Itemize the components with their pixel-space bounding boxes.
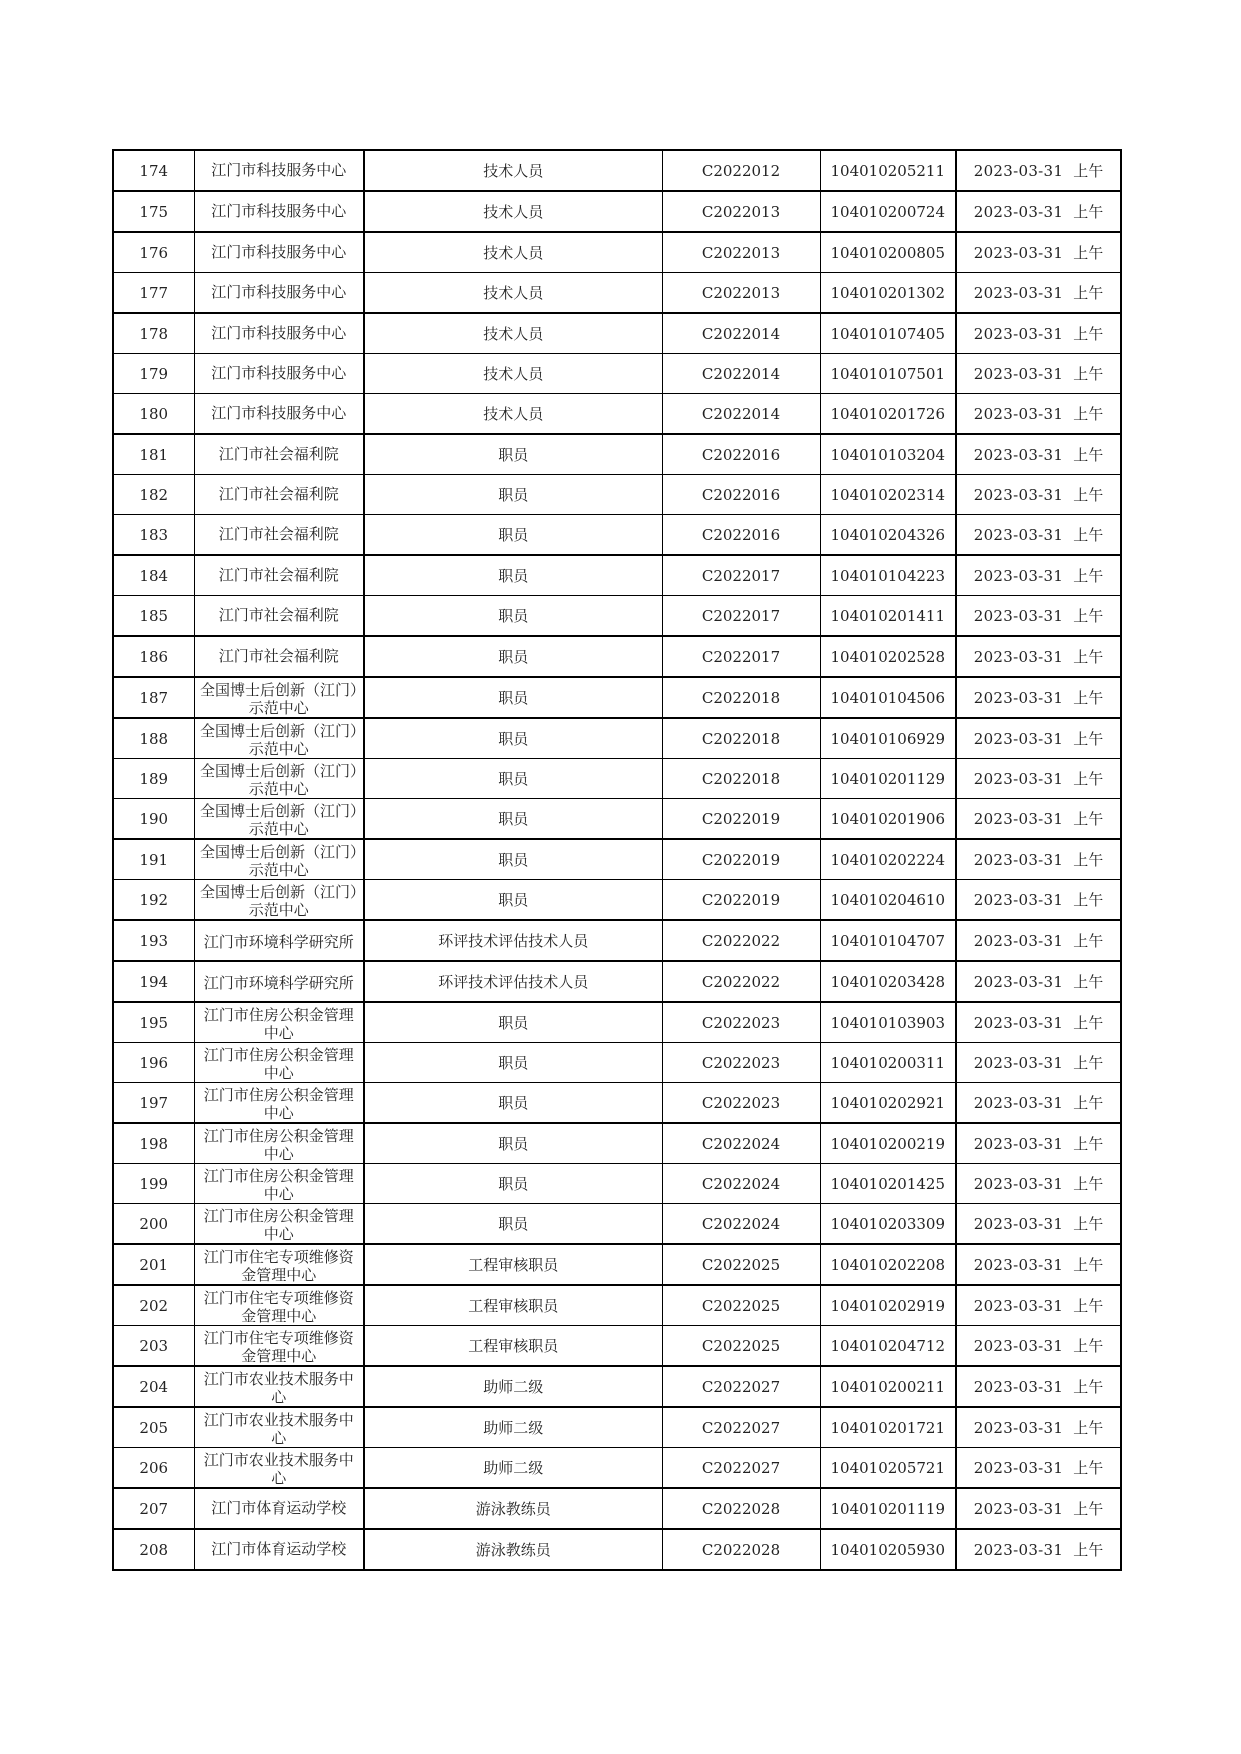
cell-post-code: C2022017 [662, 636, 820, 677]
cell-post: 技术人员 [364, 354, 662, 394]
cell-interview-time: 2023-03-31 上午 [956, 1448, 1121, 1489]
cell-post-code: C2022028 [662, 1529, 820, 1570]
cell-ticket-number: 104010200219 [820, 1123, 956, 1164]
cell-post-code: C2022013 [662, 232, 820, 273]
cell-post: 助师二级 [364, 1407, 662, 1448]
cell-interview-time: 2023-03-31 上午 [956, 799, 1121, 840]
cell-post-code: C2022018 [662, 677, 820, 718]
cell-ticket-number: 104010201721 [820, 1407, 956, 1448]
cell-post-code: C2022028 [662, 1488, 820, 1529]
table-row [113, 1448, 1121, 1489]
cell-interview-time: 2023-03-31 上午 [956, 1043, 1121, 1083]
cell-post-code: C2022019 [662, 839, 820, 880]
cell-unit: 江门市住宅专项维修资金管理中心 [194, 1326, 364, 1367]
cell-number: 177 [113, 273, 194, 314]
cell-post: 技术人员 [364, 394, 662, 435]
table-row [113, 1285, 1121, 1326]
cell-post-code: C2022027 [662, 1366, 820, 1407]
cell-number: 206 [113, 1448, 194, 1489]
cell-interview-time: 2023-03-31 上午 [956, 394, 1121, 435]
cell-number: 194 [113, 961, 194, 1002]
cell-post-code: C2022014 [662, 313, 820, 354]
cell-ticket-number: 104010200311 [820, 1043, 956, 1083]
cell-ticket-number: 104010106929 [820, 718, 956, 759]
cell-number: 202 [113, 1285, 194, 1326]
table-row [113, 1043, 1121, 1083]
cell-ticket-number: 104010202921 [820, 1083, 956, 1124]
cell-post-code: C2022017 [662, 596, 820, 637]
cell-ticket-number: 104010201129 [820, 759, 956, 799]
table-row [113, 1164, 1121, 1204]
cell-interview-time: 2023-03-31 上午 [956, 718, 1121, 759]
table-body [113, 150, 1121, 1570]
table-row [113, 1083, 1121, 1124]
table-row [113, 313, 1121, 354]
cell-post: 职员 [364, 434, 662, 475]
cell-post-code: C2022022 [662, 920, 820, 961]
cell-interview-time: 2023-03-31 上午 [956, 434, 1121, 475]
cell-unit: 江门市住宅专项维修资金管理中心 [194, 1244, 364, 1285]
cell-post-code: C2022016 [662, 434, 820, 475]
cell-unit: 江门市社会福利院 [194, 515, 364, 556]
table-row [113, 961, 1121, 1002]
cell-number: 192 [113, 880, 194, 921]
cell-interview-time: 2023-03-31 上午 [956, 839, 1121, 880]
cell-post-code: C2022019 [662, 880, 820, 921]
cell-interview-time: 2023-03-31 上午 [956, 1002, 1121, 1043]
cell-number: 184 [113, 555, 194, 596]
cell-number: 208 [113, 1529, 194, 1570]
cell-post-code: C2022025 [662, 1326, 820, 1367]
cell-post: 职员 [364, 1083, 662, 1124]
cell-post: 技术人员 [364, 313, 662, 354]
cell-post: 工程审核职员 [364, 1326, 662, 1367]
cell-ticket-number: 104010200211 [820, 1366, 956, 1407]
cell-post: 职员 [364, 677, 662, 718]
cell-ticket-number: 104010201302 [820, 273, 956, 314]
table-row [113, 1244, 1121, 1285]
table-row [113, 799, 1121, 840]
cell-number: 201 [113, 1244, 194, 1285]
cell-unit: 江门市社会福利院 [194, 636, 364, 677]
interview-schedule-table [112, 149, 1122, 1571]
cell-ticket-number: 104010202208 [820, 1244, 956, 1285]
cell-interview-time: 2023-03-31 上午 [956, 1164, 1121, 1204]
cell-unit: 全国博士后创新（江门）示范中心 [194, 718, 364, 759]
cell-post: 助师二级 [364, 1448, 662, 1489]
cell-unit: 江门市体育运动学校 [194, 1529, 364, 1570]
cell-post-code: C2022014 [662, 354, 820, 394]
cell-post-code: C2022025 [662, 1244, 820, 1285]
cell-post: 技术人员 [364, 273, 662, 314]
cell-interview-time: 2023-03-31 上午 [956, 273, 1121, 314]
cell-interview-time: 2023-03-31 上午 [956, 677, 1121, 718]
cell-ticket-number: 104010103204 [820, 434, 956, 475]
table-row [113, 394, 1121, 435]
cell-unit: 全国博士后创新（江门）示范中心 [194, 880, 364, 921]
cell-ticket-number: 104010201906 [820, 799, 956, 840]
cell-ticket-number: 104010202224 [820, 839, 956, 880]
cell-number: 179 [113, 354, 194, 394]
cell-interview-time: 2023-03-31 上午 [956, 232, 1121, 273]
cell-number: 197 [113, 1083, 194, 1124]
cell-interview-time: 2023-03-31 上午 [956, 759, 1121, 799]
cell-interview-time: 2023-03-31 上午 [956, 1285, 1121, 1326]
cell-unit: 江门市环境科学研究所 [194, 961, 364, 1002]
table-row [113, 1529, 1121, 1570]
cell-post: 职员 [364, 1002, 662, 1043]
cell-unit: 江门市科技服务中心 [194, 191, 364, 232]
cell-post: 职员 [364, 475, 662, 515]
cell-number: 187 [113, 677, 194, 718]
table-row [113, 273, 1121, 314]
table-row [113, 1488, 1121, 1529]
cell-unit: 江门市科技服务中心 [194, 313, 364, 354]
cell-unit: 全国博士后创新（江门）示范中心 [194, 759, 364, 799]
cell-interview-time: 2023-03-31 上午 [956, 191, 1121, 232]
cell-post-code: C2022013 [662, 273, 820, 314]
cell-number: 175 [113, 191, 194, 232]
cell-number: 203 [113, 1326, 194, 1367]
cell-unit: 江门市住房公积金管理中心 [194, 1123, 364, 1164]
cell-interview-time: 2023-03-31 上午 [956, 1529, 1121, 1570]
table-row [113, 596, 1121, 637]
cell-post: 职员 [364, 596, 662, 637]
cell-post: 职员 [364, 1204, 662, 1245]
cell-post-code: C2022024 [662, 1204, 820, 1245]
cell-unit: 江门市农业技术服务中心 [194, 1448, 364, 1489]
cell-post-code: C2022024 [662, 1123, 820, 1164]
cell-interview-time: 2023-03-31 上午 [956, 475, 1121, 515]
cell-unit: 江门市社会福利院 [194, 475, 364, 515]
cell-post-code: C2022023 [662, 1002, 820, 1043]
cell-number: 183 [113, 515, 194, 556]
cell-post: 游泳教练员 [364, 1529, 662, 1570]
cell-ticket-number: 104010202528 [820, 636, 956, 677]
cell-number: 207 [113, 1488, 194, 1529]
cell-post-code: C2022022 [662, 961, 820, 1002]
cell-post-code: C2022016 [662, 515, 820, 556]
cell-ticket-number: 104010107405 [820, 313, 956, 354]
cell-ticket-number: 104010203309 [820, 1204, 956, 1245]
table-row [113, 232, 1121, 273]
cell-post: 环评技术评估技术人员 [364, 961, 662, 1002]
cell-unit: 江门市科技服务中心 [194, 394, 364, 435]
cell-interview-time: 2023-03-31 上午 [956, 920, 1121, 961]
cell-number: 174 [113, 150, 194, 191]
cell-unit: 江门市体育运动学校 [194, 1488, 364, 1529]
cell-interview-time: 2023-03-31 上午 [956, 150, 1121, 191]
cell-interview-time: 2023-03-31 上午 [956, 1326, 1121, 1367]
cell-interview-time: 2023-03-31 上午 [956, 1244, 1121, 1285]
cell-number: 199 [113, 1164, 194, 1204]
cell-number: 198 [113, 1123, 194, 1164]
cell-unit: 江门市农业技术服务中心 [194, 1407, 364, 1448]
table-row [113, 1002, 1121, 1043]
cell-ticket-number: 104010107501 [820, 354, 956, 394]
cell-post: 职员 [364, 1123, 662, 1164]
cell-ticket-number: 104010104707 [820, 920, 956, 961]
cell-number: 205 [113, 1407, 194, 1448]
cell-post-code: C2022013 [662, 191, 820, 232]
cell-post-code: C2022017 [662, 555, 820, 596]
table-row [113, 880, 1121, 921]
cell-ticket-number: 104010204712 [820, 1326, 956, 1367]
cell-number: 189 [113, 759, 194, 799]
cell-unit: 全国博士后创新（江门）示范中心 [194, 839, 364, 880]
table-row [113, 354, 1121, 394]
cell-post: 职员 [364, 880, 662, 921]
cell-ticket-number: 104010205930 [820, 1529, 956, 1570]
cell-post: 职员 [364, 636, 662, 677]
cell-ticket-number: 104010104506 [820, 677, 956, 718]
table-row [113, 1123, 1121, 1164]
cell-post: 技术人员 [364, 191, 662, 232]
cell-post: 环评技术评估技术人员 [364, 920, 662, 961]
cell-ticket-number: 104010201726 [820, 394, 956, 435]
cell-number: 185 [113, 596, 194, 637]
cell-post: 职员 [364, 1164, 662, 1204]
cell-number: 178 [113, 313, 194, 354]
cell-unit: 全国博士后创新（江门）示范中心 [194, 677, 364, 718]
cell-post-code: C2022027 [662, 1448, 820, 1489]
cell-interview-time: 2023-03-31 上午 [956, 313, 1121, 354]
cell-ticket-number: 104010103903 [820, 1002, 956, 1043]
cell-post-code: C2022023 [662, 1083, 820, 1124]
cell-ticket-number: 104010205211 [820, 150, 956, 191]
cell-interview-time: 2023-03-31 上午 [956, 354, 1121, 394]
cell-interview-time: 2023-03-31 上午 [956, 1123, 1121, 1164]
cell-post-code: C2022014 [662, 394, 820, 435]
cell-post: 工程审核职员 [364, 1244, 662, 1285]
table-row [113, 1407, 1121, 1448]
cell-ticket-number: 104010202314 [820, 475, 956, 515]
cell-post: 职员 [364, 759, 662, 799]
cell-post: 游泳教练员 [364, 1488, 662, 1529]
cell-ticket-number: 104010201119 [820, 1488, 956, 1529]
cell-interview-time: 2023-03-31 上午 [956, 1204, 1121, 1245]
cell-interview-time: 2023-03-31 上午 [956, 636, 1121, 677]
cell-post: 助师二级 [364, 1366, 662, 1407]
cell-unit: 江门市农业技术服务中心 [194, 1366, 364, 1407]
cell-interview-time: 2023-03-31 上午 [956, 1488, 1121, 1529]
cell-post: 职员 [364, 555, 662, 596]
cell-interview-time: 2023-03-31 上午 [956, 1083, 1121, 1124]
cell-post-code: C2022024 [662, 1164, 820, 1204]
table-row [113, 475, 1121, 515]
cell-unit: 江门市科技服务中心 [194, 273, 364, 314]
cell-post-code: C2022018 [662, 718, 820, 759]
cell-ticket-number: 104010200805 [820, 232, 956, 273]
cell-number: 188 [113, 718, 194, 759]
cell-unit: 江门市科技服务中心 [194, 232, 364, 273]
cell-interview-time: 2023-03-31 上午 [956, 1407, 1121, 1448]
cell-unit: 江门市住房公积金管理中心 [194, 1204, 364, 1245]
cell-post-code: C2022025 [662, 1285, 820, 1326]
cell-ticket-number: 104010104223 [820, 555, 956, 596]
cell-unit: 江门市住房公积金管理中心 [194, 1043, 364, 1083]
cell-post-code: C2022027 [662, 1407, 820, 1448]
cell-unit: 江门市住宅专项维修资金管理中心 [194, 1285, 364, 1326]
cell-post: 职员 [364, 515, 662, 556]
cell-post-code: C2022018 [662, 759, 820, 799]
cell-number: 182 [113, 475, 194, 515]
cell-number: 176 [113, 232, 194, 273]
cell-unit: 全国博士后创新（江门）示范中心 [194, 799, 364, 840]
cell-ticket-number: 104010204610 [820, 880, 956, 921]
cell-post-code: C2022019 [662, 799, 820, 840]
cell-unit: 江门市住房公积金管理中心 [194, 1164, 364, 1204]
cell-ticket-number: 104010201411 [820, 596, 956, 637]
table-row [113, 839, 1121, 880]
table-row [113, 191, 1121, 232]
cell-number: 190 [113, 799, 194, 840]
cell-unit: 江门市科技服务中心 [194, 150, 364, 191]
table-row [113, 434, 1121, 475]
cell-number: 193 [113, 920, 194, 961]
cell-number: 200 [113, 1204, 194, 1245]
table-row [113, 1326, 1121, 1367]
table-row [113, 1204, 1121, 1245]
cell-unit: 江门市住房公积金管理中心 [194, 1002, 364, 1043]
cell-number: 204 [113, 1366, 194, 1407]
cell-ticket-number: 104010200724 [820, 191, 956, 232]
table-row [113, 1366, 1121, 1407]
cell-unit: 江门市社会福利院 [194, 434, 364, 475]
cell-post-code: C2022016 [662, 475, 820, 515]
cell-number: 180 [113, 394, 194, 435]
cell-number: 195 [113, 1002, 194, 1043]
cell-interview-time: 2023-03-31 上午 [956, 555, 1121, 596]
cell-number: 186 [113, 636, 194, 677]
table-row [113, 636, 1121, 677]
cell-post: 职员 [364, 839, 662, 880]
cell-post: 工程审核职员 [364, 1285, 662, 1326]
cell-number: 196 [113, 1043, 194, 1083]
cell-post: 技术人员 [364, 232, 662, 273]
table-row [113, 555, 1121, 596]
cell-interview-time: 2023-03-31 上午 [956, 880, 1121, 921]
cell-interview-time: 2023-03-31 上午 [956, 1366, 1121, 1407]
cell-ticket-number: 104010201425 [820, 1164, 956, 1204]
table-row [113, 150, 1121, 191]
cell-interview-time: 2023-03-31 上午 [956, 596, 1121, 637]
cell-post-code: C2022023 [662, 1043, 820, 1083]
cell-unit: 江门市社会福利院 [194, 596, 364, 637]
cell-number: 181 [113, 434, 194, 475]
cell-post-code: C2022012 [662, 150, 820, 191]
cell-number: 191 [113, 839, 194, 880]
cell-unit: 江门市社会福利院 [194, 555, 364, 596]
cell-interview-time: 2023-03-31 上午 [956, 515, 1121, 556]
cell-ticket-number: 104010205721 [820, 1448, 956, 1489]
table-row [113, 759, 1121, 799]
cell-post: 职员 [364, 718, 662, 759]
cell-post: 技术人员 [364, 150, 662, 191]
cell-post: 职员 [364, 799, 662, 840]
table-row [113, 920, 1121, 961]
table-row [113, 515, 1121, 556]
table-row [113, 718, 1121, 759]
table-row [113, 677, 1121, 718]
cell-ticket-number: 104010204326 [820, 515, 956, 556]
cell-post: 职员 [364, 1043, 662, 1083]
cell-ticket-number: 104010203428 [820, 961, 956, 1002]
cell-unit: 江门市住房公积金管理中心 [194, 1083, 364, 1124]
cell-unit: 江门市环境科学研究所 [194, 920, 364, 961]
cell-ticket-number: 104010202919 [820, 1285, 956, 1326]
cell-unit: 江门市科技服务中心 [194, 354, 364, 394]
cell-interview-time: 2023-03-31 上午 [956, 961, 1121, 1002]
